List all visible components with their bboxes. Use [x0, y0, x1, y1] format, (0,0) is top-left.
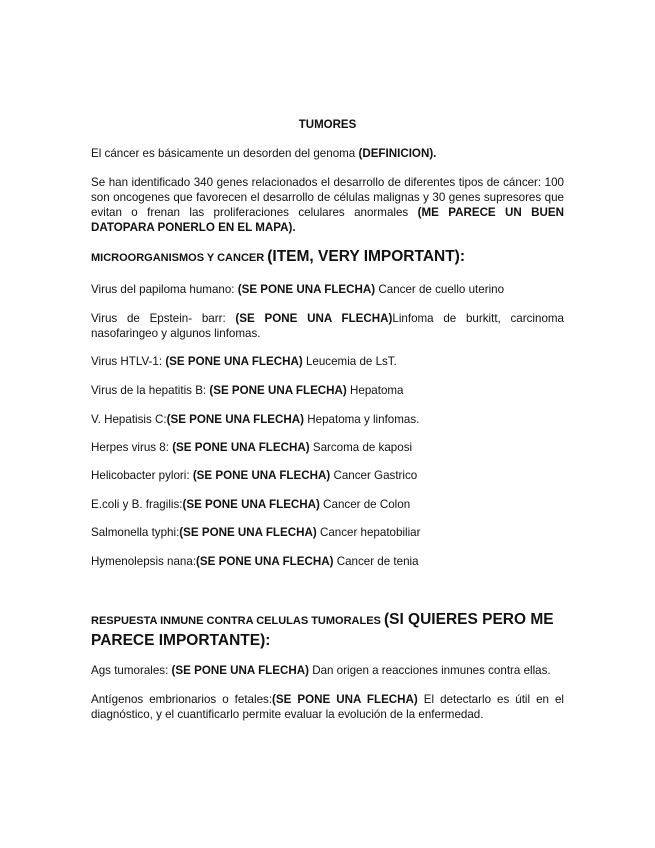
section2-heading-text: RESPUESTA INMUNE CONTRA CELULAS TUMORALES — [91, 615, 384, 627]
genes-paragraph — [91, 175, 564, 235]
list-item — [91, 311, 564, 341]
item-arrow-note: (SE PONE UNA FLECHA) — [196, 555, 334, 568]
item-result: Cancer de cuello uterino — [375, 283, 505, 296]
item-result: Sarcoma de kaposi — [309, 441, 413, 454]
item-arrow-note: (SE PONE UNA FLECHA) — [209, 384, 347, 397]
item-arrow-note: (SE PONE UNA FLECHA) — [182, 498, 320, 511]
item-label: E.coli y B. fragilis: — [91, 498, 183, 511]
section2-heading-note: (SI QUIERES PERO ME PARECE IMPORTANTE): — [91, 611, 554, 649]
list-item — [91, 525, 564, 540]
item-label: Virus de Epstein- barr: — [91, 312, 236, 325]
item-label: Hymenolepsis nana: — [91, 555, 197, 568]
item-label: Salmonella typhi: — [91, 526, 180, 539]
item-label: Helicobacter pylori: — [91, 469, 193, 482]
list-item — [91, 282, 564, 297]
item-label: Virus del papiloma humano: — [91, 283, 238, 296]
item-result: Hepatoma y linfomas. — [304, 413, 420, 426]
genes-note: (ME PARECE UN BUEN DATOPARA PONERLO EN EL MAPA). — [91, 206, 565, 234]
genes-text: Se han identificado 340 genes relacionados el desarrollo de diferentes tipos de cáncer: 100 son oncogenes que favorecen el desarrollo de células malignas y 30 genes supresores que evitan o frenan las proliferaciones celulares anormales — [91, 176, 564, 219]
list-item — [91, 554, 564, 569]
definition-note: (DEFINICION). — [358, 147, 437, 160]
item-label: Virus HTLV-1: — [91, 355, 166, 368]
list-item — [91, 692, 564, 722]
definition-paragraph — [91, 146, 564, 161]
item-result: Leucemia de LsT. — [302, 355, 397, 368]
item-arrow-note: (SE PONE UNA FLECHA) — [165, 355, 303, 368]
section-heading-microorganismos — [91, 249, 564, 266]
item-result: Linfoma de burkitt, carcinoma nasofaringeo y algunos linfomas. — [91, 312, 564, 340]
definition-text: El cáncer es básicamente un desorden del genoma — [91, 147, 359, 160]
list-item — [91, 663, 564, 678]
item-label: V. Hepatisis C: — [91, 413, 167, 426]
list-item — [91, 354, 564, 369]
item-label: Antígenos embrionarios o fetales: — [91, 693, 273, 706]
item-result: Dan origen a reacciones inmunes contra ellas. — [308, 664, 551, 677]
item-result: Cancer de tenia — [333, 555, 419, 568]
item-label: Herpes virus 8: — [91, 441, 173, 454]
list-item — [91, 468, 564, 483]
item-label: Virus de la hepatitis B: — [91, 384, 210, 397]
item-arrow-note: (SE PONE UNA FLECHA) — [237, 283, 376, 296]
item-arrow-note: (SE PONE UNA FLECHA) — [172, 441, 310, 454]
section1-heading-note: (ITEM, VERY IMPORTANT): — [267, 248, 465, 265]
item-arrow-note: (SE PONE UNA FLECHA) — [235, 312, 393, 325]
page-title: TUMORES — [298, 119, 357, 131]
item-label: Ags tumorales: — [91, 664, 172, 677]
item-result: Hepatoma — [346, 384, 404, 397]
section1-heading-text: MICROORGANISMOS Y CANCER — [91, 252, 268, 264]
item-result: Cancer hepatobiliar — [316, 526, 421, 539]
item-arrow-note: (SE PONE UNA FLECHA) — [179, 526, 317, 539]
list-item — [91, 412, 564, 427]
item-arrow-note: (SE PONE UNA FLECHA) — [192, 469, 331, 482]
item-result: Cancer Gastrico — [330, 469, 418, 482]
list-item — [91, 383, 564, 398]
item-arrow-note: (SE PONE UNA FLECHA) — [166, 413, 305, 426]
item-result: Cancer de Colon — [319, 498, 411, 511]
section-heading-respuesta-inmune — [91, 610, 571, 651]
list-item — [91, 497, 564, 512]
item-arrow-note: (SE PONE UNA FLECHA) — [171, 664, 309, 677]
item-arrow-note: (SE PONE UNA FLECHA) — [272, 693, 418, 706]
list-item — [91, 440, 564, 455]
item-result: El detectarlo es útil en el diagnóstico, y el cuantificarlo permite evaluar la evolución de la enfermedad. — [91, 693, 564, 721]
